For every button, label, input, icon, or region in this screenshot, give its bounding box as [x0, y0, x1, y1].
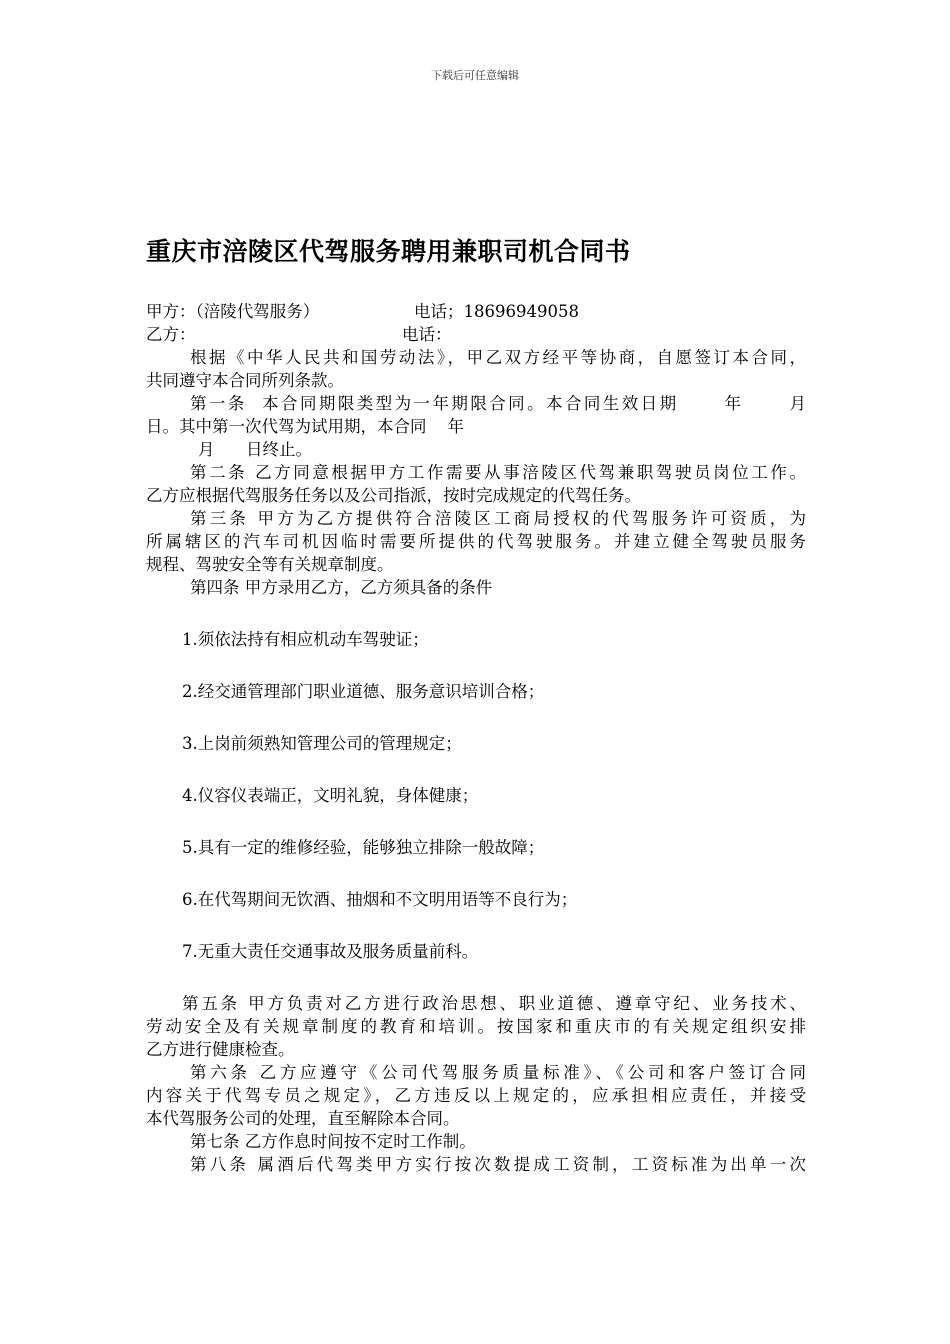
list-item: 4.仪容仪表端正，文明礼貌，身体健康；: [182, 786, 479, 805]
article-6-line-3: 本代驾服务公司的处理，直至解除本合同。: [146, 1109, 460, 1128]
article-4-line-1: 第四条 甲方录用乙方，乙方须具备的条件: [190, 578, 493, 597]
article-5: [146, 992, 806, 1061]
party-b-phone: 电话：: [402, 325, 452, 344]
requirements-list: [146, 628, 806, 963]
article-5-line-2: 劳动安全及有关规章制度的教育和培训。按国家和重庆市的有关规定组织安排: [146, 1017, 806, 1036]
article-6-line-1: 第六条 乙方应遵守《公司代驾服务质量标准》、《公司和客户签订合同: [190, 1063, 806, 1082]
article-2-line-2: 乙方应根据代驾服务任务以及公司指派，按时完成规定的代驾任务。: [146, 486, 641, 505]
list-item: 7.无重大责任交通事故及服务质量前科。: [182, 942, 479, 961]
article-6: [146, 1061, 806, 1130]
list-item: 2.经交通管理部门职业道德、服务意识培训合格；: [182, 682, 545, 701]
list-item: 3.上岗前须熟知管理公司的管理规定；: [182, 734, 462, 753]
party-a-phone: 电话；18696949058: [414, 302, 579, 321]
article-2-line-1: 第二条 乙方同意根据甲方工作需要从事涪陵区代驾兼职驾驶员岗位工作。: [190, 463, 806, 482]
contract-body: [146, 300, 806, 1176]
party-b-row: [146, 323, 806, 346]
article-1-line-3: 月 日终止。: [198, 440, 312, 459]
party-a-row: [146, 300, 806, 323]
article-5-line-3: 乙方进行健康检查。: [146, 1040, 295, 1059]
article-1-line-1: 第一条 本合同期限类型为一年期限合同。本合同生效日期 年 月: [190, 394, 806, 413]
party-b-label: 乙方：: [146, 325, 196, 344]
header-note: 下载后可任意编辑: [431, 69, 519, 82]
article-3: [146, 507, 806, 576]
party-a-label: 甲方：（涪陵代驾服务）: [146, 302, 320, 321]
article-3-line-1: 第三条 甲方为乙方提供符合涪陵区工商局授权的代驾服务许可资质，为: [190, 509, 806, 528]
intro-line-2: 共同遵守本合同所列条款。: [146, 371, 344, 390]
article-8-line-1: 第八条 属酒后代驾类甲方实行按次数提成工资制，工资标准为出单一次: [190, 1155, 806, 1174]
document-title: 重庆市涪陵区代驾服务聘用兼职司机合同书: [146, 237, 631, 266]
article-8: [146, 1153, 806, 1176]
list-item: 1.须依法持有相应机动车驾驶证；: [182, 630, 429, 649]
list-item: 5.具有一定的维修经验，能够独立排除一般故障；: [182, 838, 545, 857]
article-7-line-1: 第七条 乙方作息时间按不定时工作制。: [190, 1132, 476, 1151]
article-3-line-3: 规程、驾驶安全等有关规章制度。: [146, 555, 394, 574]
intro-line-1: 根据《中华人民共和国劳动法》，甲乙双方经平等协商，自愿签订本合同，: [190, 348, 806, 367]
list-item: 6.在代驾期间无饮酒、抽烟和不文明用语等不良行为；: [182, 890, 578, 909]
article-7: [146, 1130, 806, 1153]
article-1: [146, 392, 806, 461]
article-1-line-2: 日。其中第一次代驾为试用期，本合同 年: [146, 417, 464, 436]
article-2: [146, 461, 806, 507]
intro-paragraph: [146, 346, 806, 392]
article-5-line-1: 第五条 甲方负责对乙方进行政治思想、职业道德、遵章守纪、业务技术、: [182, 994, 806, 1013]
article-4: [146, 576, 806, 963]
article-3-line-2: 所属辖区的汽车司机因临时需要所提供的代驾驶服务。并建立健全驾驶员服务: [146, 532, 806, 551]
article-6-line-2: 内容关于代驾专员之规定》，乙方违反以上规定的，应承担相应责任，并接受: [146, 1086, 806, 1105]
